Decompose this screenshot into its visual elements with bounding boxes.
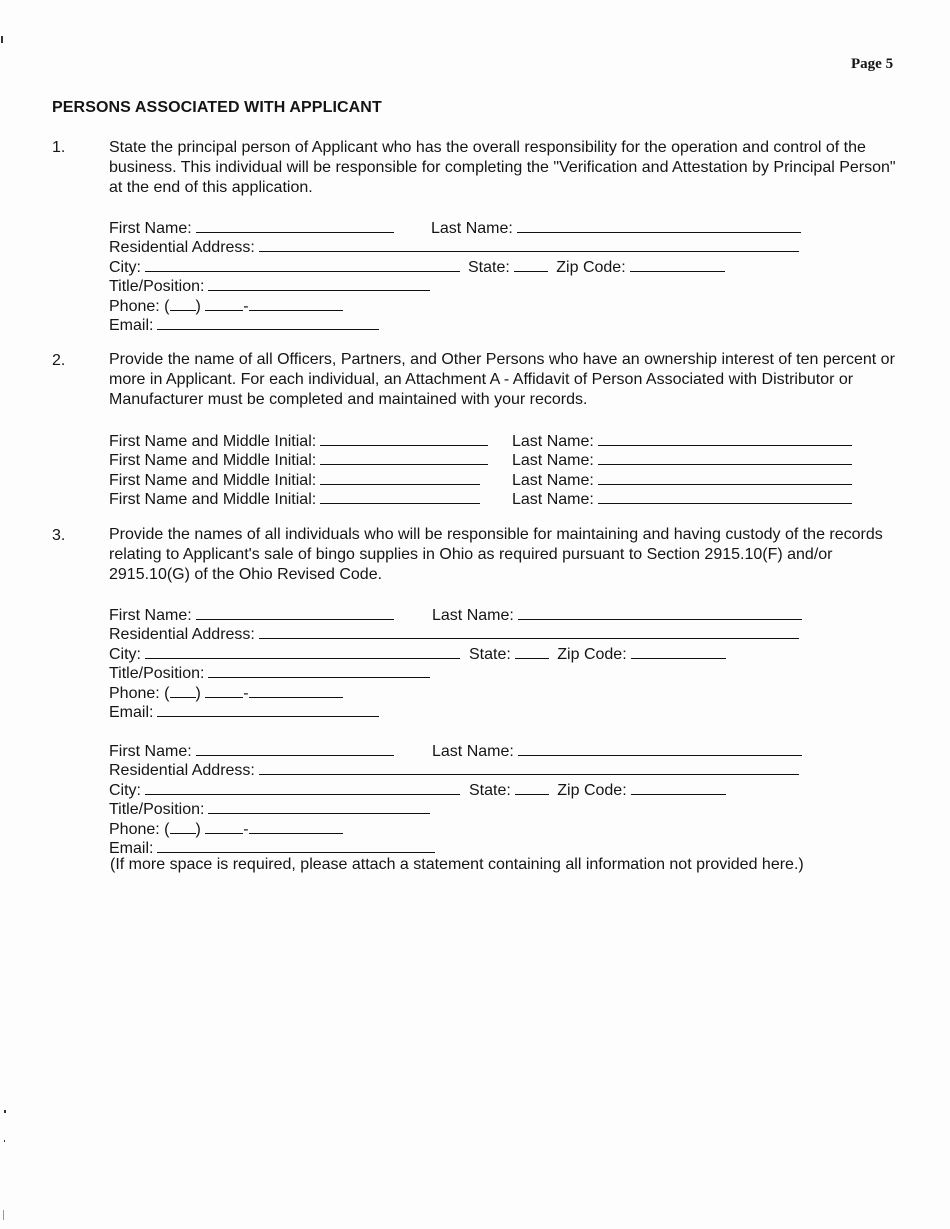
city-row	[109, 778, 460, 798]
phone-row	[109, 681, 343, 701]
title-position-label: Title/Position:	[109, 801, 205, 818]
state-label: State:	[469, 782, 511, 799]
residential-address-label: Residential Address:	[109, 626, 255, 643]
phone-line-field[interactable]	[249, 681, 343, 698]
owner-last-name-label: Last Name:	[512, 472, 594, 489]
title-row	[109, 661, 430, 681]
item-3-instructions: Provide the names of all individuals who will be responsible for maintaining and having custody of the records relating to Applicant's sale of bingo supplies in Ohio as required pursuant to Section 2915.10(F) and/or 2915.10(G) of the Ohio Revised Code.	[109, 526, 883, 583]
owner-first-middle-label: First Name and Middle Initial:	[109, 452, 317, 469]
last-name-field[interactable]	[518, 739, 802, 756]
phone-area-field[interactable]	[170, 817, 196, 834]
owner-last-row	[512, 468, 852, 488]
address-row	[109, 758, 799, 778]
scan-mark	[1, 36, 3, 43]
state-zip-row	[469, 642, 726, 662]
phone-prefix-field[interactable]	[205, 294, 243, 311]
zip-code-field[interactable]	[631, 778, 726, 795]
owner-first-middle-field[interactable]	[320, 487, 480, 504]
owner-first-middle-label: First Name and Middle Initial:	[109, 472, 317, 489]
item-number-3: 3.	[52, 527, 66, 544]
first-name-field[interactable]	[196, 739, 394, 756]
scan-mark	[4, 1110, 6, 1113]
state-field[interactable]	[515, 778, 549, 795]
title-position-label: Title/Position:	[109, 665, 205, 682]
first-name-field[interactable]	[196, 603, 394, 620]
phone-area-close: )	[195, 685, 201, 702]
item-number-1: 1.	[52, 139, 66, 156]
scan-mark	[3, 1210, 4, 1220]
section-heading: PERSONS ASSOCIATED WITH APPLICANT	[52, 99, 382, 116]
scan-mark	[4, 1140, 5, 1142]
first-name-label: First Name:	[109, 607, 192, 624]
last-name-label: Last Name:	[431, 220, 513, 237]
phone-prefix-field[interactable]	[205, 681, 243, 698]
state-field[interactable]	[514, 255, 548, 272]
last-name-field[interactable]	[517, 216, 801, 233]
title-row	[109, 797, 430, 817]
owner-last-row	[512, 448, 852, 468]
phone-dash: -	[243, 821, 249, 838]
state-zip-row	[469, 778, 726, 798]
phone-prefix-field[interactable]	[205, 817, 243, 834]
owner-last-name-label: Last Name:	[512, 433, 594, 450]
item-1-instructions: State the principal person of Applicant who has the overall responsibility for the operation and control of the business. This individual will be responsible for completing the "Verification and Attestation by Principal Person" at the end of this application.	[109, 139, 896, 196]
email-field[interactable]	[157, 313, 379, 330]
first-name-field[interactable]	[196, 216, 394, 233]
state-zip-row	[468, 255, 725, 275]
additional-space-note: (If more space is required, please attach a statement containing all information not provided here.)	[110, 856, 804, 873]
phone-line-field[interactable]	[249, 294, 343, 311]
title-row	[109, 274, 430, 294]
owner-last-row	[512, 487, 852, 507]
last-name-row	[431, 216, 801, 236]
phone-dash: -	[243, 685, 249, 702]
title-position-field[interactable]	[208, 661, 430, 678]
last-name-label: Last Name:	[432, 607, 514, 624]
residential-address-label: Residential Address:	[109, 762, 255, 779]
first-name-label: First Name:	[109, 743, 192, 760]
residential-address-field[interactable]	[259, 235, 799, 252]
zip-code-label: Zip Code:	[557, 782, 627, 799]
state-label: State:	[468, 259, 510, 276]
last-name-row	[432, 603, 802, 623]
city-field[interactable]	[145, 642, 460, 659]
city-row	[109, 642, 460, 662]
state-label: State:	[469, 646, 511, 663]
title-position-field[interactable]	[208, 274, 430, 291]
owner-first-middle-label: First Name and Middle Initial:	[109, 491, 317, 508]
zip-code-label: Zip Code:	[557, 646, 627, 663]
city-field[interactable]	[145, 255, 460, 272]
owner-last-row	[512, 429, 852, 449]
email-field[interactable]	[157, 700, 379, 717]
email-row	[109, 836, 435, 856]
phone-label: Phone:	[109, 821, 160, 838]
owner-first-middle-field[interactable]	[320, 468, 480, 485]
first-name-label: First Name:	[109, 220, 192, 237]
phone-label: Phone:	[109, 298, 160, 315]
owner-last-name-field[interactable]	[598, 468, 852, 485]
email-label: Email:	[109, 840, 154, 857]
owner-last-name-label: Last Name:	[512, 452, 594, 469]
owner-first-middle-field[interactable]	[320, 429, 488, 446]
owner-last-name-label: Last Name:	[512, 491, 594, 508]
phone-area-open: (	[164, 685, 170, 702]
address-row	[109, 235, 799, 255]
phone-label: Phone:	[109, 685, 160, 702]
city-row	[109, 255, 460, 275]
title-position-field[interactable]	[208, 797, 430, 814]
phone-area-open: (	[164, 298, 170, 315]
item-2-instructions: Provide the name of all Officers, Partners, and Other Persons who have an ownership interest of ten percent or more in Applicant. For each individual, an Attachment A - Affidavit of Person Associated with Distributor or Manufacturer must be completed and maintained with your records.	[109, 351, 895, 408]
phone-area-field[interactable]	[170, 681, 196, 698]
owner-row	[109, 468, 480, 488]
phone-line-field[interactable]	[249, 817, 343, 834]
first-name-row	[109, 216, 394, 236]
title-position-label: Title/Position:	[109, 278, 205, 295]
email-label: Email:	[109, 704, 154, 721]
owner-row	[109, 429, 488, 449]
residential-address-field[interactable]	[259, 622, 799, 639]
zip-code-field[interactable]	[630, 255, 725, 272]
city-field[interactable]	[145, 778, 460, 795]
owner-first-middle-label: First Name and Middle Initial:	[109, 433, 317, 450]
page-number: Page 5	[851, 56, 894, 72]
owner-last-name-field[interactable]	[598, 429, 852, 446]
phone-area-open: (	[164, 821, 170, 838]
email-label: Email:	[109, 317, 154, 334]
item-number-2: 2.	[52, 352, 66, 369]
phone-dash: -	[243, 298, 249, 315]
zip-code-label: Zip Code:	[556, 259, 626, 276]
residential-address-field[interactable]	[259, 758, 799, 775]
phone-area-field[interactable]	[170, 294, 196, 311]
city-label: City:	[109, 782, 141, 799]
address-row	[109, 622, 799, 642]
first-name-row	[109, 739, 394, 759]
phone-row	[109, 294, 343, 314]
zip-code-field[interactable]	[631, 642, 726, 659]
owner-first-middle-field[interactable]	[320, 448, 488, 465]
last-name-label: Last Name:	[432, 743, 514, 760]
owner-row	[109, 448, 488, 468]
phone-area-close: )	[195, 298, 201, 315]
email-row	[109, 700, 379, 720]
first-name-row	[109, 603, 394, 623]
owner-last-name-field[interactable]	[598, 448, 852, 465]
owner-row	[109, 487, 480, 507]
phone-row	[109, 817, 343, 837]
city-label: City:	[109, 259, 141, 276]
email-row	[109, 313, 379, 333]
phone-area-close: )	[195, 821, 201, 838]
residential-address-label: Residential Address:	[109, 239, 255, 256]
last-name-row	[432, 739, 802, 759]
state-field[interactable]	[515, 642, 549, 659]
owner-last-name-field[interactable]	[598, 487, 852, 504]
city-label: City:	[109, 646, 141, 663]
last-name-field[interactable]	[518, 603, 802, 620]
email-field[interactable]	[157, 836, 435, 853]
